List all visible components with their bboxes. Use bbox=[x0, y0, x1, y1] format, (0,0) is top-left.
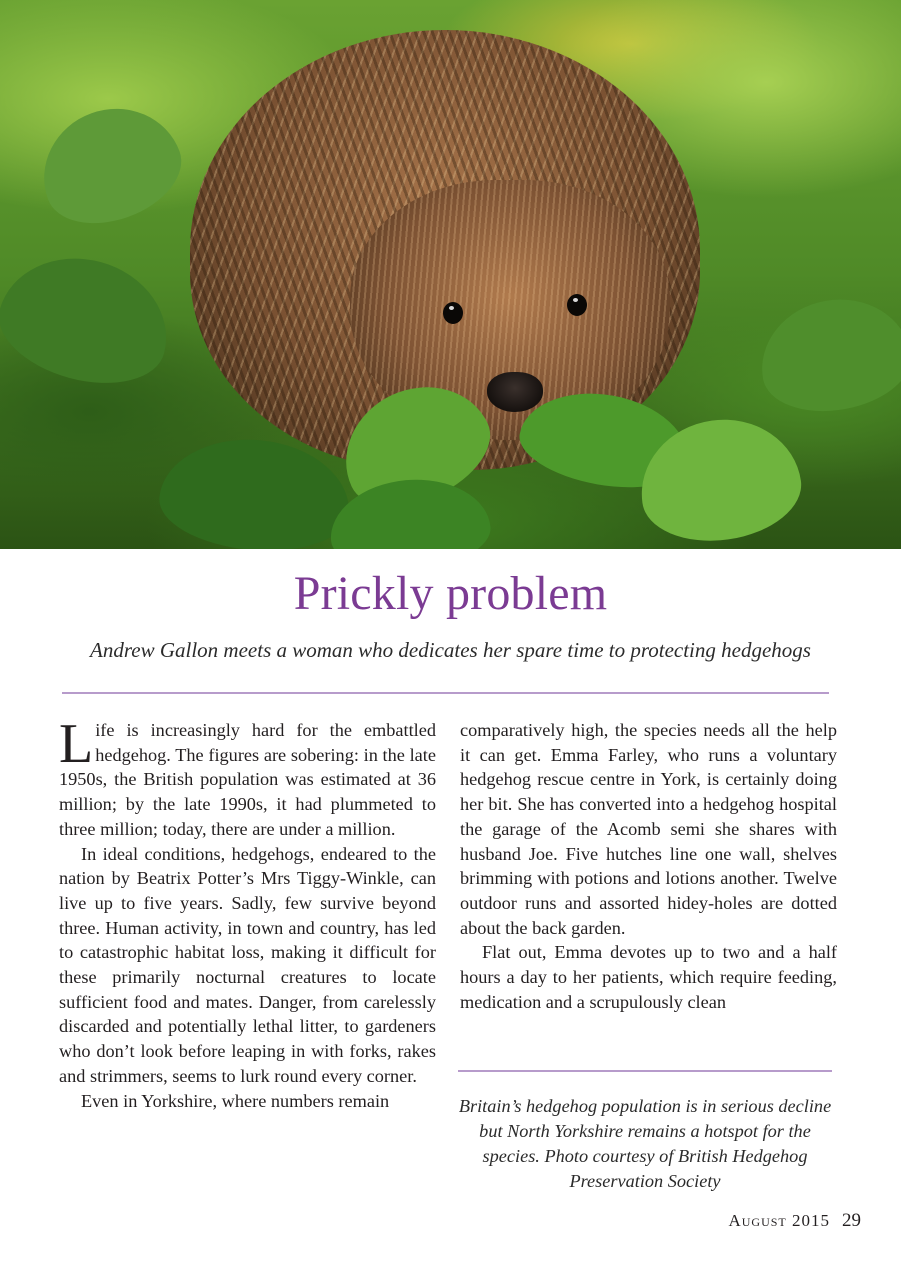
body-paragraph: comparatively high, the species needs all the help it can get. Emma Farley, who runs a voluntary hedgehog rescue centre in York, is certainly doing her bit. She has converted into a hedgehog hospital the garage of the Acomb semi she shares with husband Joe. Five hutches line one wall, shelves brimming with potions and lotions another. Twelve outdoor runs and assorted hidey-holes are dotted about the back garden. bbox=[460, 720, 837, 938]
paragraph-text: ife is increasingly hard for the embattled hedgehog. The figures are sobering: in the late 1950s, the British population was estimated at 36 million; by the late 1990s, it had plummeted to three million; today, there are under a million. bbox=[59, 720, 436, 839]
body-column-right bbox=[460, 718, 837, 1014]
ivy-leaf bbox=[25, 89, 194, 240]
hedgehog-eye-right bbox=[567, 294, 587, 316]
hedgehog-nose bbox=[487, 372, 543, 412]
divider-rule bbox=[62, 692, 829, 694]
body-column-left bbox=[59, 713, 436, 1113]
body-paragraph: In ideal conditions, hedgehogs, endeared to the nation by Beatrix Potter’s Mrs Tiggy-Winkle, can live up to five years. Sadly, few survive beyond three. Human activity, in town and country, has led to catastrophic habitat loss, making it difficult for these primarily nocturnal creatures to locate sufficient food and mates. Danger, from carelessly discarded and potentially lethal litter, to gardeners who don’t look before leaping in with forks, rakes and strimmers, seems to lurk round every corner. bbox=[59, 843, 436, 1086]
page-folio bbox=[728, 1210, 861, 1232]
ivy-leaf bbox=[752, 288, 901, 422]
body-paragraph: Flat out, Emma devotes up to two and a half hours a day to her patients, which require feeding, medication and a scrupulously clean bbox=[460, 942, 837, 1012]
drop-cap: L bbox=[59, 713, 94, 775]
body-paragraph bbox=[59, 713, 436, 842]
article-title: Prickly problem bbox=[293, 567, 608, 620]
hedgehog-eye-left bbox=[443, 302, 463, 324]
issue-date: August 2015 bbox=[728, 1211, 830, 1230]
ivy-leaf bbox=[0, 240, 183, 400]
photo-caption: Britain’s hedgehog population is in serious decline but North Yorkshire remains a hotspot for the species. Photo courtesy of British Hedgehog Preservation Society bbox=[458, 1096, 832, 1191]
body-paragraph: Even in Yorkshire, where numbers remain bbox=[81, 1090, 390, 1111]
article-standfirst: Andrew Gallon meets a woman who dedicates her spare time to protecting hedgehogs bbox=[90, 638, 811, 662]
caption-divider-rule bbox=[458, 1070, 832, 1072]
page-number: 29 bbox=[842, 1210, 861, 1231]
hero-photo bbox=[0, 0, 901, 549]
